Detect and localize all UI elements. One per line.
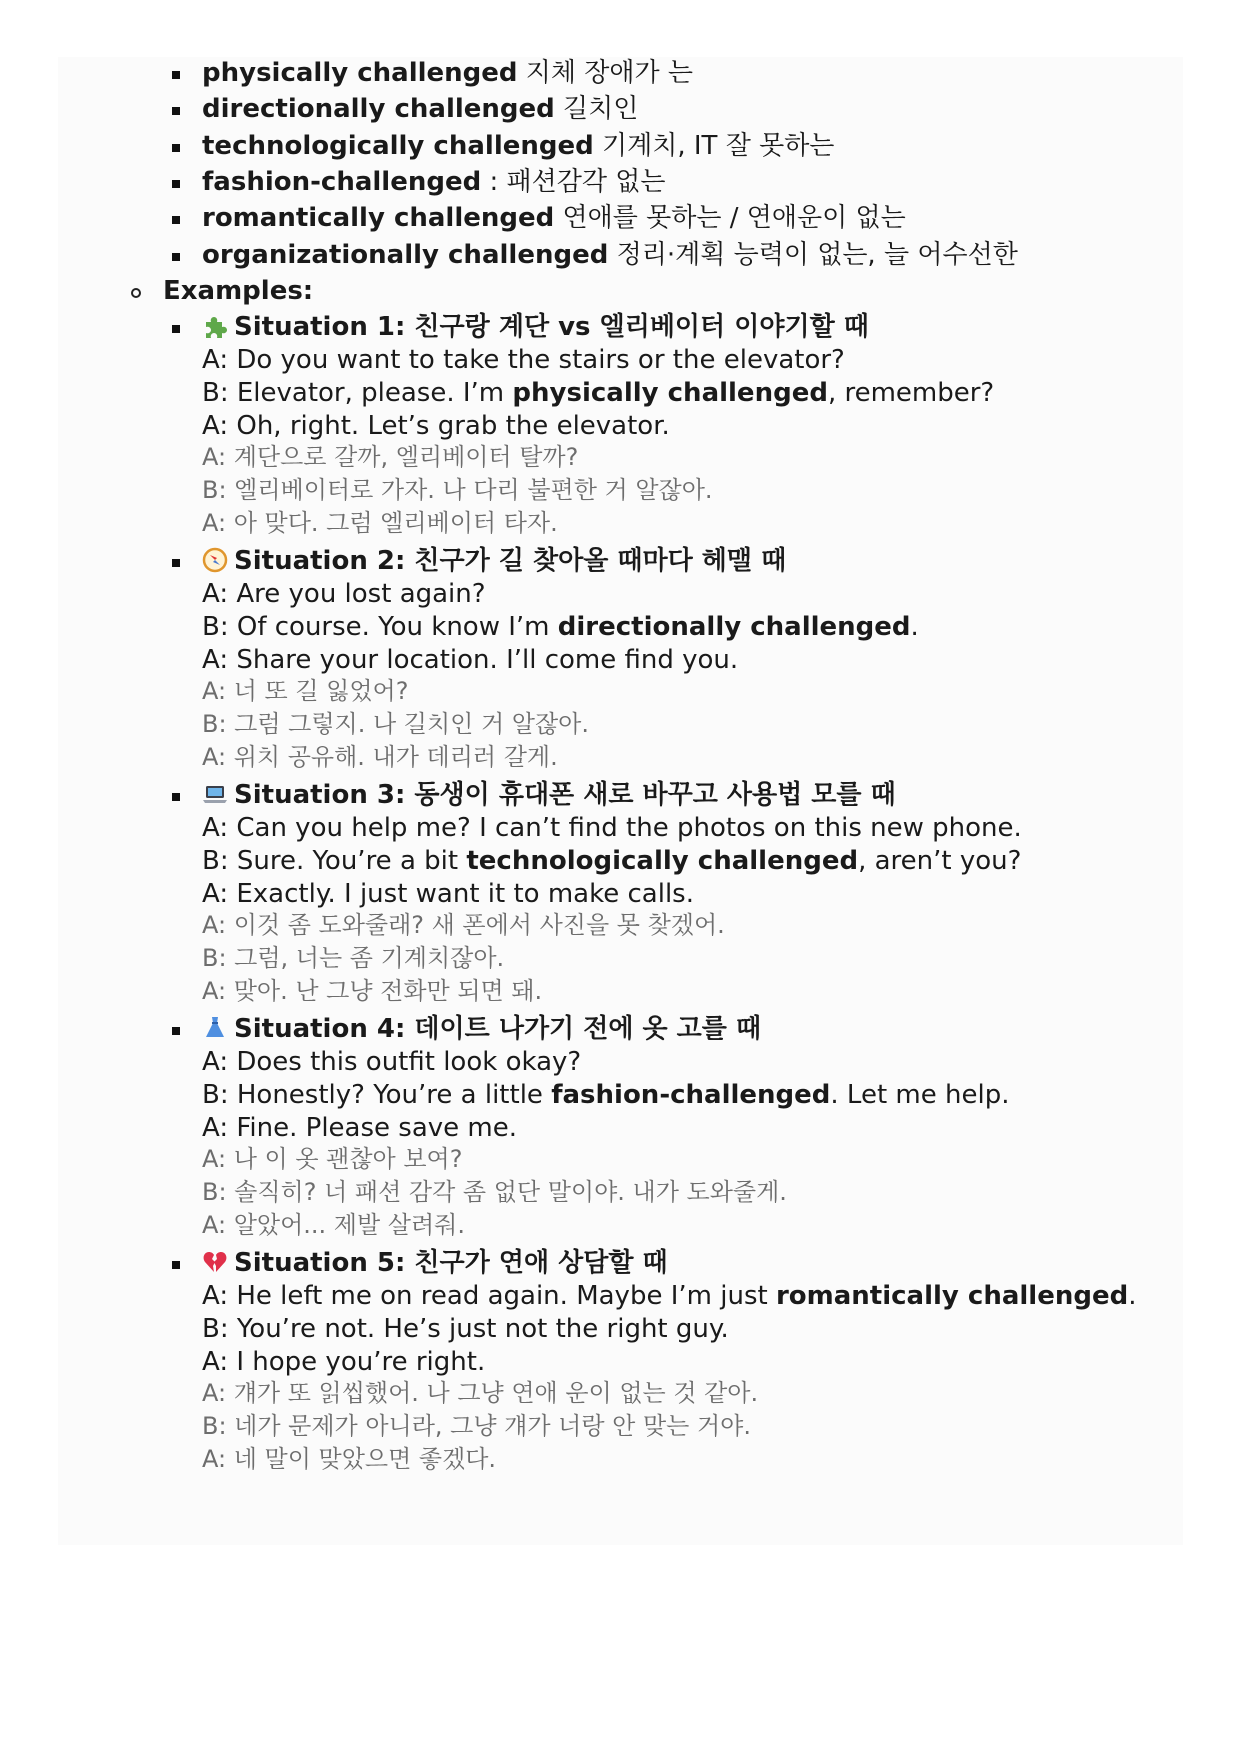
dialogue-pre: A: Share your location. I’ll come find you. [202,645,739,675]
vocab-meaning: 기계치, IT 잘 못하는 [593,131,835,161]
dialogue-pre: A: Exactly. I just want it to make calls. [202,879,694,909]
dialogue-line-ko: A: 이것 좀 도와줄래? 새 폰에서 사진을 못 찾겠어. [202,911,725,939]
dialogue-post: , remember? [827,378,995,408]
dialogue-line-ko: B: 그럼 그렇지. 나 길치인 거 알잖아. [202,710,589,738]
laptop-icon [202,781,228,807]
dialogue-pre: A: Can you help me? I can’t find the photos on this new phone. [202,813,1022,843]
dialogue-line-en [202,1279,1136,1313]
dialogue-pre: A: Are you lost again? [202,579,486,609]
vocab-term: directionally challenged [202,94,555,124]
dialogue-line-en [202,1045,581,1079]
dialogue-line-en [202,409,670,443]
vocab-item [202,129,834,163]
situation-heading [202,1012,761,1046]
dialogue-line-en [202,577,486,611]
dialogue-line-ko: B: 엘리베이터로 가자. 나 다리 불편한 거 알잖아. [202,476,713,504]
dialogue-line-en [202,1078,1009,1112]
situation-heading [202,1246,668,1280]
dialogue-bold: fashion-challenged [551,1080,831,1110]
vocab-item [202,238,1018,272]
dialogue-line-ko: A: 계단으로 갈까, 엘리베이터 탈까? [202,443,579,471]
dress-icon [202,1015,228,1041]
vocab-meaning: 정리·계획 능력이 없는, 늘 어수선한 [608,240,1018,270]
list-bullet [172,144,180,152]
dialogue-post: , aren’t you? [858,846,1022,876]
situation-heading [202,544,786,578]
dialogue-line-en [202,811,1022,845]
dialogue-post: . [1128,1281,1137,1311]
dialogue-bold: romantically challenged [775,1281,1129,1311]
list-bullet [172,559,180,567]
broken-heart-icon [202,1249,228,1275]
list-bullet [172,71,180,79]
vocab-term: organizationally challenged [202,240,609,270]
situation-heading [202,778,896,812]
dialogue-post: . [910,612,919,642]
list-bullet [172,793,180,801]
vocab-term: physically challenged [202,58,518,88]
vocab-meaning: 연애를 못하는 / 연애운이 없는 [554,203,906,233]
situation-title: Situation 5: 친구가 연애 상담할 때 [234,1248,668,1278]
compass-icon [202,547,228,573]
vocab-item [202,201,906,235]
list-bullet [172,180,180,188]
dialogue-line-en [202,877,694,911]
dialogue-line-ko: A: 알았어... 제발 살려줘. [202,1211,465,1239]
vocab-item [202,92,638,126]
vocab-term: romantically challenged [202,203,555,233]
vocab-meaning: 길치인 [554,94,639,124]
dialogue-line-en [202,343,845,377]
dialogue-bold: physically challenged [512,378,828,408]
dialogue-bold: technologically challenged [466,846,859,876]
dialogue-line-ko: A: 아 맞다. 그럼 엘리베이터 타자. [202,509,558,537]
vocab-item [202,165,665,199]
list-circle-bullet [131,288,141,298]
dialogue-post: . Let me help. [830,1080,1010,1110]
list-bullet [172,1261,180,1269]
dialogue-line-en [202,643,738,677]
dialogue-line-ko: B: 그럼, 너는 좀 기계치잖아. [202,944,505,972]
dialogue-line-en [202,1345,485,1379]
vocab-item [202,56,693,90]
dialogue-pre: B: Sure. You’re a bit [202,846,467,876]
dialogue-line-ko: A: 나 이 옷 괜찮아 보여? [202,1145,463,1173]
dialogue-pre: A: Do you want to take the stairs or the elevator? [202,345,845,375]
vocab-meaning: 지체 장애가 는 [517,58,694,88]
dialogue-pre: A: Oh, right. Let’s grab the elevator. [202,411,670,441]
dialogue-line-en [202,610,919,644]
list-bullet [172,325,180,333]
dialogue-pre: A: He left me on read again. Maybe I’m just [202,1281,776,1311]
dialogue-line-en [202,844,1021,878]
list-bullet [172,216,180,224]
dialogue-pre: A: Fine. Please save me. [202,1113,517,1143]
dialogue-pre: B: Honestly? You’re a little [202,1080,552,1110]
dialogue-pre: A: I hope you’re right. [202,1347,486,1377]
dialogue-pre: A: Does this outfit look okay? [202,1047,582,1077]
dialogue-line-ko: B: 네가 문제가 아니라, 그냥 걔가 너랑 안 맞는 거야. [202,1412,751,1440]
dialogue-line-ko: A: 너 또 길 잃었어? [202,677,409,705]
situation-title: Situation 2: 친구가 길 찾아올 때마다 헤맬 때 [234,546,787,576]
vocab-meaning: : 패션감각 없는 [481,167,666,197]
examples-heading: Examples: [163,276,314,306]
dialogue-line-ko: A: 걔가 또 읽씹했어. 나 그냥 연애 운이 없는 것 같아. [202,1379,759,1407]
situation-title: Situation 3: 동생이 휴대폰 새로 바꾸고 사용법 모를 때 [234,780,896,810]
dialogue-bold: directionally challenged [557,612,911,642]
situation-title: Situation 1: 친구랑 계단 vs 엘리베이터 이야기할 때 [234,312,869,342]
list-bullet [172,107,180,115]
list-bullet [172,253,180,261]
dialogue-pre: B: Of course. You know I’m [202,612,558,642]
dialogue-line-en [202,1312,729,1346]
puzzle-piece-icon [202,313,228,339]
vocab-term: fashion-challenged [202,167,482,197]
dialogue-line-ko: B: 솔직히? 너 패션 감각 좀 없단 말이야. 내가 도와줄게. [202,1178,787,1206]
situation-heading [202,310,869,344]
list-bullet [172,1027,180,1035]
vocab-term: technologically challenged [202,131,594,161]
dialogue-pre: B: You’re not. He’s just not the right guy. [202,1314,729,1344]
dialogue-line-en [202,1111,517,1145]
dialogue-line-ko: A: 네 말이 맞았으면 좋겠다. [202,1445,497,1473]
dialogue-pre: B: Elevator, please. I’m [202,378,513,408]
dialogue-line-ko: A: 위치 공유해. 내가 데리러 갈게. [202,743,558,771]
dialogue-line-en [202,376,994,410]
dialogue-line-ko: A: 맞아. 난 그냥 전화만 되면 돼. [202,977,543,1005]
situation-title: Situation 4: 데이트 나가기 전에 옷 고를 때 [234,1014,762,1044]
